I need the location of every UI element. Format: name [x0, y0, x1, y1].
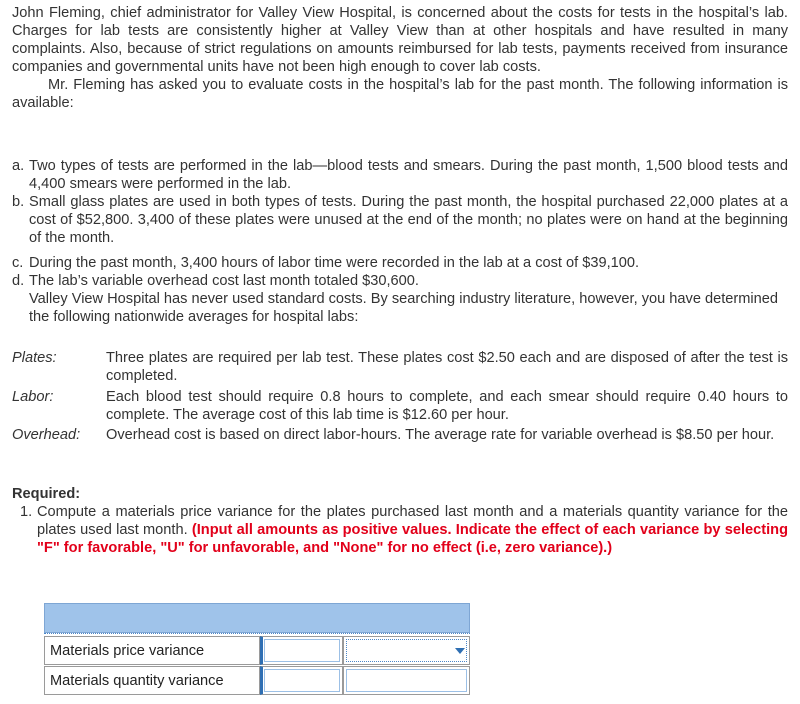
dropdown-caret-icon[interactable]: [455, 648, 465, 654]
required-instruction: (Input all amounts as positive values. Indicate the effect of each variance by selecting "F" for favorable, "U" for unfavorable, and "None" for no effect (i.e, zero variance).): [37, 522, 788, 556]
required-text: Compute a materials price variance for the plates purchased last month and a materials quantity variance for the plates used last month.: [37, 504, 788, 538]
row-label: Materials price variance: [44, 636, 260, 665]
answer-table-header: [44, 603, 470, 633]
fact-item-c: c. During the past month, 3,400 hours of labor time were recorded in the lab at a cost of $39,100.: [12, 255, 640, 271]
standard-label-overhead: Overhead:: [12, 427, 81, 443]
amount-input-box[interactable]: [264, 639, 340, 662]
intro-paragraph-2: Mr. Fleming has asked you to evaluate costs in the hospital’s lab for the past month. The following information is available:: [12, 77, 788, 111]
intro-paragraph-1: John Fleming, chief administrator for Valley View Hospital, is concerned about the costs for tests in the hospital’s lab. Charges for lab tests are consistently higher at Valley View than at other hospitals and have resulted in many complaints. Also, because of strict regulations on amounts reimbursed for lab tests, payments received from insurance companies and governmental units have not been high enough to cover lab costs.: [12, 5, 788, 75]
effect-select-box[interactable]: [346, 669, 467, 692]
table-row-quantity-variance: [44, 666, 470, 695]
standard-text-overhead: Overhead cost is based on direct labor-hours. The average rate for variable overhead is $8.50 per hour.: [106, 427, 775, 443]
quantity-variance-effect-select[interactable]: [343, 666, 470, 695]
amount-input-box[interactable]: [264, 669, 340, 692]
standards-intro: Valley View Hospital has never used standard costs. By searching industry literature, however, you have determined the following nationwide averages for hospital labs:: [29, 291, 779, 325]
effect-select-box[interactable]: [346, 639, 467, 662]
row-label: Materials quantity variance: [44, 666, 260, 695]
standard-text-labor: Each blood test should require 0.8 hours to complete, and each smear should require 0.40 hours to complete. The average cost of this lab time is $12.60 per hour.: [106, 389, 788, 423]
table-row-price-variance: [44, 636, 470, 665]
price-variance-amount-input[interactable]: [260, 636, 343, 665]
required-item-1: 1. Compute a materials price variance for the plates purchased last month and a materials quantity variance for the plates used last month. (Input all amounts as positive values. Indicate the effect of each variance by selecting "F" for favorable, "U" for unfavorable, and "None" for no effect (i.e, zero variance).): [20, 504, 788, 556]
answer-table: [44, 603, 470, 695]
standard-label-labor: Labor:: [12, 389, 54, 405]
standard-text-plates: Three plates are required per lab test. These plates cost $2.50 each and are disposed of after the test is completed.: [106, 350, 788, 384]
price-variance-effect-select[interactable]: [343, 636, 470, 665]
fact-item-b: b. Small glass plates are used in both types of tests. During the past month, the hospital purchased 22,000 plates at a cost of $52,800. 3,400 of these plates were unused at the end of the month; no plates were on hand at the beginning of the month.: [12, 194, 788, 246]
required-title: Required:: [12, 486, 81, 502]
intro: [12, 4, 788, 112]
fact-item-a: a. Two types of tests are performed in the lab—blood tests and smears. During the past month, 1,500 blood tests and 4,400 smears were performed in the lab.: [12, 158, 788, 192]
standard-label-plates: Plates:: [12, 350, 57, 366]
header-divider: [44, 633, 470, 634]
quantity-variance-amount-input[interactable]: [260, 666, 343, 695]
fact-item-d: d. The lab’s variable overhead cost last month totaled $30,600.: [12, 273, 419, 289]
